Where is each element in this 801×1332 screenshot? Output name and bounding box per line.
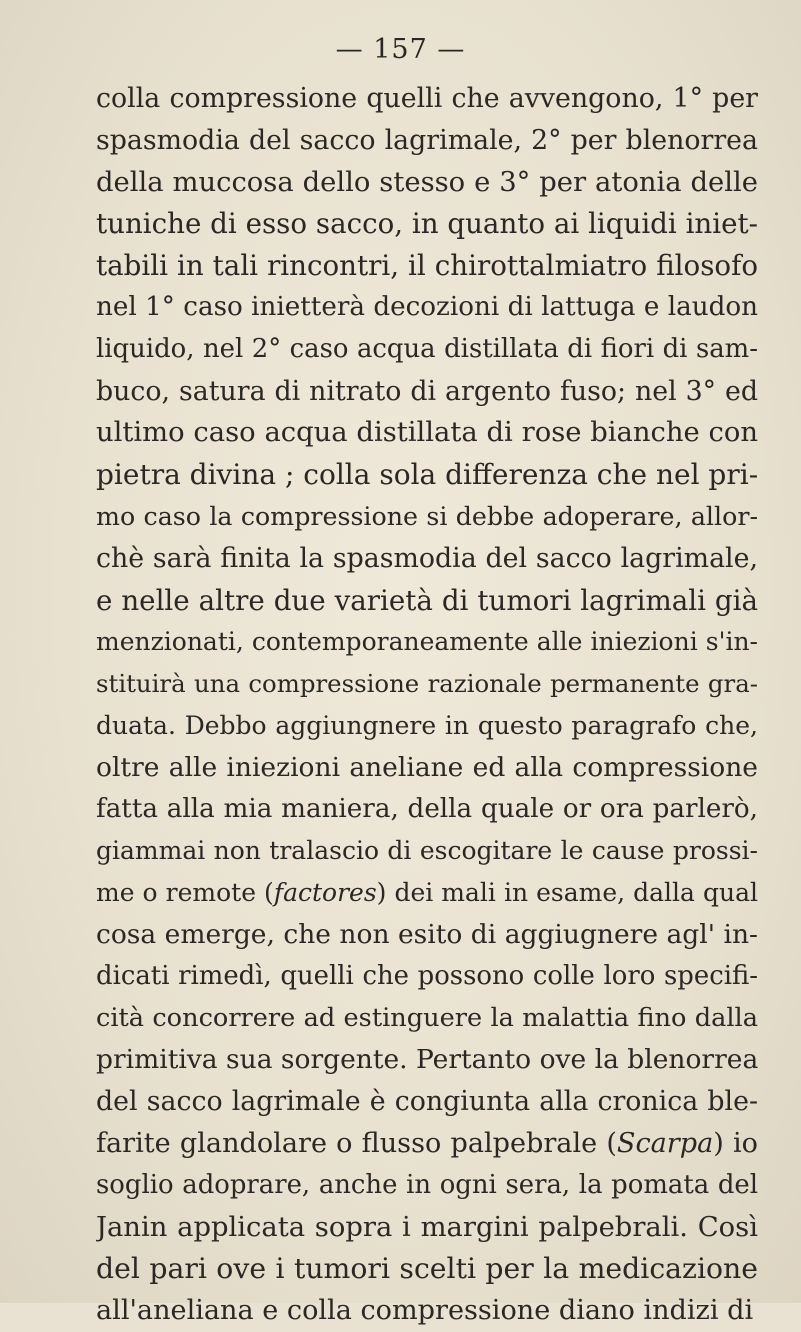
text-line: e nelle altre due varietà di tumori lagrimali già: [96, 583, 758, 617]
text-line: liquido, nel 2° caso acqua distillata di fiori di sam-: [96, 333, 758, 364]
text-line: me o remote (factores) dei mali in esame, dalla qual: [96, 878, 758, 908]
text-line: mo caso la compressione si debbe adoperare, allor-: [96, 501, 758, 531]
text-line: nel 1° caso inietterà decozioni di lattuga e laudon: [96, 291, 758, 322]
text-line: cità concorrere ad estinguere la malattia fino dalla: [96, 1002, 758, 1033]
text-line: dicati rimedì, quelli che possono colle loro specifi-: [96, 960, 758, 991]
text-line: ultimo caso acqua distillata di rose bianche con: [96, 417, 758, 449]
text-line: tuniche di esso sacco, in quanto ai liquidi iniet-: [96, 207, 758, 241]
text-line: soglio adoprare, anche in ogni sera, la pomata del: [96, 1169, 758, 1200]
text-line: stituirà una compressione razionale permanente gra-: [96, 669, 758, 699]
text-line: colla compressione quelli che avvengono, 1° per: [96, 83, 758, 114]
text-line: duata. Debbo aggiungnere in questo paragrafo che,: [96, 710, 758, 740]
text-line: giammai non tralascio di escogitare le cause prossi-: [96, 836, 758, 866]
text-line: spasmodia del sacco lagrimale, 2° per blenorrea: [96, 124, 758, 156]
text-line: chè sarà finita la spasmodia del sacco lagrimale,: [96, 542, 758, 574]
text-line: primitiva sua sorgente. Pertanto ove la blenorrea: [96, 1044, 758, 1076]
page-number: — 157 —: [335, 34, 466, 65]
text-line: pietra divina ; colla sola differenza che nel pri-: [96, 458, 758, 492]
text-line: del pari ove i tumori scelti per la medicazione: [96, 1252, 758, 1286]
text-line: buco, satura di nitrato di argento fuso; nel 3° ed: [96, 375, 758, 407]
text-line: farite glandolare o flusso palpebrale (Scarpa) io: [96, 1127, 758, 1159]
text-line: Janin applicata sopra i margini palpebrali. Così: [96, 1211, 758, 1243]
body-text: [96, 78, 758, 1332]
text-line: oltre alle iniezioni aneliane ed alla compressione: [96, 751, 758, 783]
text-line: menzionati, contemporaneamente alle iniezioni s'in-: [96, 627, 758, 657]
text-line: del sacco lagrimale è congiunta alla cronica ble-: [96, 1086, 758, 1118]
text-line: fatta alla mia maniera, della quale or ora parlerò,: [96, 793, 758, 824]
text-line: cosa emerge, che non esito di aggiugnere agl' in-: [96, 918, 758, 950]
text-line: all'aneliana e colla compressione diano indizi di: [96, 1295, 754, 1327]
text-line: tabili in tali rincontri, il chirottalmiatro filosofo: [96, 249, 758, 283]
text-line: della muccosa dello stesso e 3° per atonia delle: [96, 166, 758, 198]
